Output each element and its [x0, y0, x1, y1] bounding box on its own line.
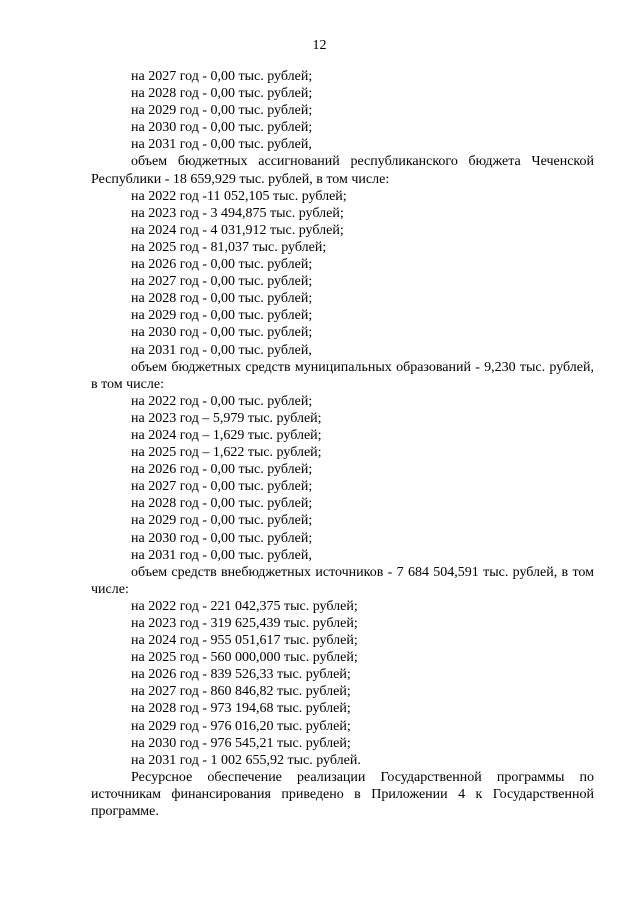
- paragraph-resource-provision: Ресурсное обеспечение реализации Государственной программы по источникам финансирования приведено в Приложении 4 к Государственной программе.: [91, 769, 594, 820]
- paragraph-municipal-budget: объем бюджетных средств муниципальных образований - 9,230 тыс. рублей, в том числе:: [91, 359, 594, 392]
- funding-line: на 2031 год - 0,00 тыс. рублей,: [131, 342, 312, 358]
- funding-line: на 2031 год - 0,00 тыс. рублей,: [131, 547, 312, 563]
- funding-line: на 2025 год - 560 000,000 тыс. рублей;: [131, 650, 358, 666]
- funding-line: на 2029 год - 976 016,20 тыс. рублей;: [131, 718, 351, 734]
- funding-line: на 2030 год - 0,00 тыс. рублей;: [131, 120, 313, 136]
- funding-line: на 2027 год - 0,00 тыс. рублей;: [131, 479, 313, 495]
- funding-line: на 2022 год - 0,00 тыс. рублей;: [131, 393, 313, 409]
- funding-line: на 2024 год - 955 051,617 тыс. рублей;: [131, 633, 358, 649]
- funding-line: на 2031 год - 0,00 тыс. рублей,: [131, 137, 312, 153]
- funding-line: на 2029 год - 0,00 тыс. рублей;: [131, 103, 313, 119]
- funding-line: на 2028 год - 973 194,68 тыс. рублей;: [131, 701, 351, 717]
- funding-line: на 2025 год – 1,622 тыс. рублей;: [131, 445, 322, 461]
- page-number: 12: [312, 38, 327, 53]
- paragraph-republic-budget: объем бюджетных ассигнований республиканского бюджета Чеченской Республики - 18 659,929 тыс. рублей, в том числе:: [91, 154, 594, 187]
- paragraph-extrabudgetary: объем средств внебюджетных источников - 7 684 504,591 тыс. рублей, в том числе:: [91, 564, 594, 597]
- funding-line: на 2029 год - 0,00 тыс. рублей;: [131, 513, 313, 529]
- funding-line: на 2023 год - 3 494,875 тыс. рублей;: [131, 205, 344, 221]
- funding-line: на 2030 год - 0,00 тыс. рублей;: [131, 325, 313, 341]
- funding-list-republic: [91, 188, 594, 359]
- funding-line: на 2028 год - 0,00 тыс. рублей;: [131, 86, 313, 102]
- funding-line: на 2027 год - 0,00 тыс. рублей;: [131, 69, 313, 84]
- funding-line: на 2028 год - 0,00 тыс. рублей;: [131, 291, 313, 307]
- funding-line: на 2026 год - 839 526,33 тыс. рублей;: [131, 667, 351, 683]
- funding-line: на 2024 год – 1,629 тыс. рублей;: [131, 427, 322, 443]
- funding-line: на 2028 год - 0,00 тыс. рублей;: [131, 496, 313, 512]
- funding-line: на 2022 год - 221 042,375 тыс. рублей;: [131, 598, 358, 614]
- funding-list-municipal: [91, 393, 594, 564]
- funding-line: на 2023 год - 319 625,439 тыс. рублей;: [131, 616, 358, 631]
- funding-list-top: [91, 68, 594, 153]
- funding-list-extrabudgetary: [91, 598, 594, 769]
- document-body: [91, 68, 594, 820]
- funding-line: на 2027 год - 860 846,82 тыс. рублей;: [131, 684, 351, 700]
- funding-line: на 2031 год - 1 002 655,92 тыс. рублей.: [131, 752, 361, 768]
- funding-line: на 2030 год - 0,00 тыс. рублей;: [131, 530, 313, 546]
- funding-line: на 2022 год -11 052,105 тыс. рублей;: [131, 188, 347, 204]
- funding-line: на 2027 год - 0,00 тыс. рублей;: [131, 274, 313, 290]
- funding-line: на 2026 год - 0,00 тыс. рублей;: [131, 257, 313, 273]
- funding-line: на 2026 год - 0,00 тыс. рублей;: [131, 462, 313, 478]
- funding-line: на 2024 год - 4 031,912 тыс. рублей;: [131, 222, 344, 238]
- funding-line: на 2029 год - 0,00 тыс. рублей;: [131, 308, 313, 324]
- funding-line: на 2030 год - 976 545,21 тыс. рублей;: [131, 735, 351, 751]
- funding-line: на 2025 год - 81,037 тыс. рублей;: [131, 239, 327, 255]
- funding-line: на 2023 год – 5,979 тыс. рублей;: [131, 410, 322, 426]
